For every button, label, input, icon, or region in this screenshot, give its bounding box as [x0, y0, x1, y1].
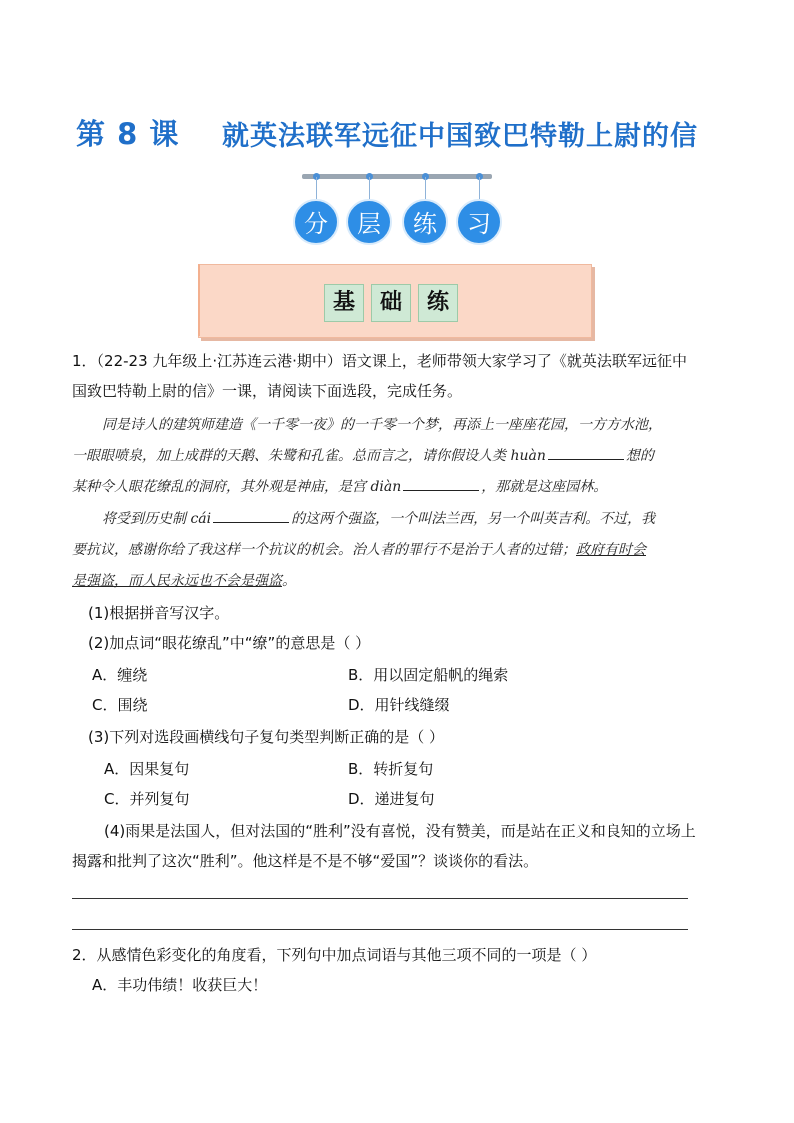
answer-line[interactable] — [72, 929, 688, 930]
section-tile: 基 — [324, 284, 364, 322]
badge-lian: 练 — [402, 199, 448, 245]
q1-stem-line2: 国致巴特勒上尉的信》一课，请阅读下面选段，完成任务。 — [72, 382, 463, 400]
q1-stem-line1: 1．（22-23 九年级上·江苏连云港·期中）语文课上，老师带领大家学习了《就英法联军远征中 — [72, 352, 687, 370]
underlined-sentence: 政府有时会 — [576, 542, 646, 558]
q2-stem: 2．从感情色彩变化的角度看，下列句中加点词语与其他三项不同的一项是（ ） — [72, 946, 597, 964]
option-b[interactable]: B．转折复句 — [348, 760, 434, 778]
passage-line: 是强盗，而人民永远也不会是强盗。 — [72, 573, 296, 589]
sub-question-3: (3)下列对选段画横线句子复句类型判断正确的是（ ） — [88, 728, 445, 746]
lesson-title: 就英法联军远征中国致巴特勒上尉的信 — [222, 121, 698, 152]
passage-line: 要抗议，感谢你给了我这样一个抗议的机会。治人者的罪行不是治于人者的过错；政府有时会 — [72, 542, 646, 558]
hanging-bar — [302, 174, 492, 179]
option-d[interactable]: D．用针线缝缀 — [348, 696, 450, 714]
passage-line: 一眼眼喷泉，加上成群的天鹅、朱鹭和孔雀。总而言之，请你假设人类 huàn 想的 — [72, 441, 654, 471]
sub-question-4-line2: 揭露和批判了这次“胜利”。他这样是不是不够“爱国”？谈谈你的看法。 — [72, 852, 539, 870]
answer-line[interactable] — [72, 898, 688, 899]
section-tile: 练 — [418, 284, 458, 322]
banner-edge — [198, 264, 200, 336]
sub-question-2: (2)加点词“眼花缭乱”中“缭”的意思是（ ） — [88, 634, 371, 652]
answer-blank[interactable] — [403, 476, 479, 491]
badge-xi: 习 — [456, 199, 502, 245]
lesson-number: 第 8 课 — [76, 117, 180, 151]
badge-fen: 分 — [293, 199, 339, 245]
q2-option-a[interactable]: A．丰功伟绩！收获巨大！ — [92, 976, 268, 994]
option-a[interactable]: A．因果复句 — [104, 760, 190, 778]
option-c[interactable]: C．并列复句 — [104, 790, 190, 808]
passage-line: 同是诗人的建筑师建造《一千零一夜》的一千零一个梦，再添上一座座花园，一方方水池， — [102, 417, 662, 433]
sub-question-4-line1: (4)雨果是法国人，但对法国的“胜利”没有喜悦，没有赞美，而是站在正义和良知的立场上 — [104, 822, 696, 840]
answer-blank[interactable] — [548, 445, 624, 460]
passage-line: 某种令人眼花缭乱的洞府，其外观是神庙，是宫 diàn ，那就是这座园林。 — [72, 472, 607, 502]
sub-question-1: (1)根据拼音写汉字。 — [88, 604, 230, 622]
section-tile: 础 — [371, 284, 411, 322]
option-a[interactable]: A．缠绕 — [92, 666, 148, 684]
answer-blank[interactable] — [213, 508, 289, 523]
option-b[interactable]: B．用以固定船帆的绳索 — [348, 666, 509, 684]
option-d[interactable]: D．递进复句 — [348, 790, 435, 808]
option-c[interactable]: C．围绕 — [92, 696, 148, 714]
passage-line: 将受到历史制 cái 的这两个强盗，一个叫法兰西，另一个叫英吉利。不过，我 — [102, 504, 655, 534]
underlined-sentence: 是强盗，而人民永远也不会是强盗 — [72, 573, 282, 589]
badge-ceng: 层 — [346, 199, 392, 245]
